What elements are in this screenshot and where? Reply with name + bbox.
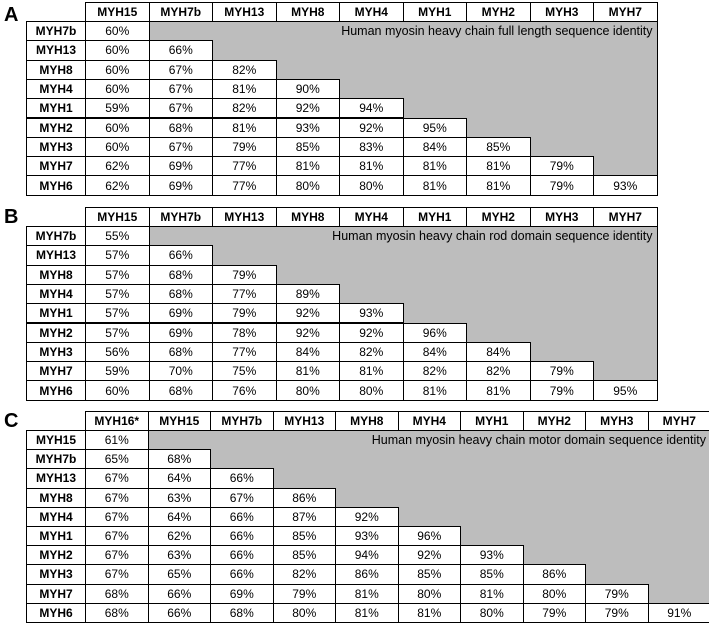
panel-letter: B: [4, 206, 18, 229]
row-header: MYH7: [26, 156, 86, 176]
column-header: MYH7: [593, 207, 658, 227]
identity-cell: 80%: [339, 175, 404, 195]
identity-cell: 81%: [403, 175, 468, 195]
row-header: MYH3: [26, 342, 86, 362]
identity-cell: 86%: [273, 488, 337, 508]
identity-cell: 60%: [85, 40, 150, 60]
identity-cell: 92%: [276, 303, 341, 323]
column-header: MYH13: [212, 207, 277, 227]
row-header: MYH2: [26, 323, 86, 343]
identity-cell: 93%: [276, 118, 341, 138]
identity-cell: 92%: [276, 323, 341, 343]
row-header: MYH8: [26, 60, 86, 80]
identity-cell: 93%: [460, 545, 524, 565]
identity-cell: 86%: [335, 564, 399, 584]
row-header: MYH2: [26, 545, 86, 565]
identity-cell: 85%: [276, 137, 341, 157]
panel-caption: Human myosin heavy chain full length sequence identity: [341, 24, 652, 38]
identity-cell: 60%: [85, 118, 150, 138]
identity-cell: 68%: [149, 284, 214, 304]
identity-cell: 96%: [403, 323, 468, 343]
panel-letter: A: [4, 4, 18, 27]
identity-cell: 69%: [210, 584, 274, 604]
row-header: MYH8: [26, 488, 86, 508]
row-header: MYH7b: [26, 449, 86, 469]
identity-cell: 81%: [403, 156, 468, 176]
column-header: MYH4: [339, 207, 404, 227]
identity-cell: 84%: [466, 342, 531, 362]
row-header: MYH4: [26, 79, 86, 99]
identity-cell: 95%: [403, 118, 468, 138]
identity-cell: 81%: [466, 156, 531, 176]
column-header: MYH7: [648, 411, 709, 431]
identity-cell: 67%: [149, 79, 214, 99]
column-header: MYH8: [276, 2, 341, 22]
row-header: MYH3: [26, 564, 86, 584]
row-header: MYH2: [26, 118, 86, 138]
column-header: MYH3: [530, 207, 595, 227]
identity-cell: 66%: [148, 603, 212, 623]
row-header: MYH6: [26, 380, 86, 400]
identity-cell: 67%: [85, 468, 149, 488]
identity-cell: 81%: [339, 156, 404, 176]
identity-cell: 79%: [530, 380, 595, 400]
identity-cell: 81%: [212, 118, 277, 138]
column-header: MYH4: [339, 2, 404, 22]
column-header: MYH8: [276, 207, 341, 227]
identity-cell: 66%: [148, 584, 212, 604]
identity-cell: 84%: [403, 342, 468, 362]
identity-cell: 68%: [85, 584, 149, 604]
row-header: MYH13: [26, 40, 86, 60]
identity-cell: 67%: [85, 545, 149, 565]
row-header: MYH3: [26, 137, 86, 157]
identity-cell: 79%: [523, 603, 587, 623]
column-header: MYH2: [466, 2, 531, 22]
identity-cell: 68%: [149, 118, 214, 138]
identity-cell: 77%: [212, 342, 277, 362]
identity-cell: 66%: [210, 526, 274, 546]
identity-cell: 57%: [85, 265, 150, 285]
identity-cell: 65%: [85, 449, 149, 469]
identity-cell: 69%: [149, 323, 214, 343]
identity-cell: 81%: [460, 584, 524, 604]
identity-cell: 92%: [339, 323, 404, 343]
identity-cell: 94%: [339, 98, 404, 118]
column-header: MYH15: [85, 2, 150, 22]
identity-cell: 67%: [149, 137, 214, 157]
identity-cell: 81%: [335, 603, 399, 623]
identity-cell: 85%: [273, 526, 337, 546]
identity-cell: 64%: [148, 468, 212, 488]
column-header: MYH3: [585, 411, 649, 431]
identity-cell: 82%: [403, 361, 468, 381]
identity-cell: 61%: [85, 430, 149, 450]
identity-cell: 79%: [212, 265, 277, 285]
identity-cell: 63%: [148, 488, 212, 508]
identity-cell: 66%: [210, 507, 274, 527]
panel-letter: C: [4, 410, 18, 433]
identity-cell: 94%: [335, 545, 399, 565]
identity-cell: 78%: [212, 323, 277, 343]
row-header: MYH7b: [26, 226, 86, 246]
identity-cell: 80%: [339, 380, 404, 400]
identity-cell: 80%: [276, 380, 341, 400]
row-header: MYH6: [26, 603, 86, 623]
identity-cell: 93%: [339, 303, 404, 323]
identity-cell: 81%: [212, 79, 277, 99]
identity-cell: 86%: [523, 564, 587, 584]
identity-cell: 85%: [460, 564, 524, 584]
identity-cell: 60%: [85, 21, 150, 41]
identity-cell: 81%: [466, 380, 531, 400]
identity-cell: 77%: [212, 156, 277, 176]
identity-cell: 67%: [85, 564, 149, 584]
identity-cell: 89%: [276, 284, 341, 304]
row-header: MYH1: [26, 303, 86, 323]
identity-cell: 81%: [276, 361, 341, 381]
column-header: MYH15: [85, 207, 150, 227]
identity-cell: 68%: [85, 603, 149, 623]
column-header: MYH8: [335, 411, 399, 431]
identity-cell: 68%: [149, 342, 214, 362]
identity-cell: 76%: [212, 380, 277, 400]
identity-cell: 60%: [85, 380, 150, 400]
row-header: MYH1: [26, 526, 86, 546]
identity-cell: 68%: [210, 603, 274, 623]
identity-cell: 68%: [148, 449, 212, 469]
identity-cell: 82%: [273, 564, 337, 584]
identity-cell: 68%: [149, 380, 214, 400]
identity-cell: 80%: [523, 584, 587, 604]
row-header: MYH7: [26, 361, 86, 381]
identity-cell: 69%: [149, 156, 214, 176]
identity-cell: 57%: [85, 303, 150, 323]
identity-cell: 92%: [276, 98, 341, 118]
identity-cell: 82%: [212, 98, 277, 118]
identity-cell: 57%: [85, 323, 150, 343]
identity-cell: 81%: [339, 361, 404, 381]
column-header: MYH4: [398, 411, 462, 431]
identity-cell: 85%: [466, 137, 531, 157]
identity-cell: 66%: [149, 40, 214, 60]
column-header: MYH7: [593, 2, 658, 22]
identity-cell: 92%: [398, 545, 462, 565]
identity-cell: 56%: [85, 342, 150, 362]
identity-cell: 55%: [85, 226, 150, 246]
identity-cell: 57%: [85, 284, 150, 304]
identity-cell: 95%: [593, 380, 658, 400]
identity-cell: 67%: [149, 98, 214, 118]
identity-cell: 79%: [530, 175, 595, 195]
identity-cell: 67%: [85, 526, 149, 546]
row-header: MYH4: [26, 284, 86, 304]
identity-cell: 90%: [276, 79, 341, 99]
identity-cell: 81%: [276, 156, 341, 176]
identity-cell: 79%: [273, 584, 337, 604]
identity-cell: 85%: [273, 545, 337, 565]
identity-cell: 82%: [212, 60, 277, 80]
identity-cell: 65%: [148, 564, 212, 584]
identity-cell: 80%: [398, 584, 462, 604]
identity-cell: 96%: [398, 526, 462, 546]
column-header: MYH7b: [210, 411, 274, 431]
column-header: MYH1: [403, 2, 468, 22]
identity-cell: 80%: [273, 603, 337, 623]
identity-cell: 63%: [148, 545, 212, 565]
row-header: MYH13: [26, 468, 86, 488]
identity-cell: 87%: [273, 507, 337, 527]
row-header: MYH8: [26, 265, 86, 285]
identity-cell: 81%: [403, 380, 468, 400]
column-header: MYH2: [523, 411, 587, 431]
identity-cell: 91%: [648, 603, 709, 623]
identity-cell: 66%: [149, 245, 214, 265]
identity-cell: 79%: [585, 584, 649, 604]
identity-cell: 64%: [148, 507, 212, 527]
identity-cell: 70%: [149, 361, 214, 381]
identity-cell: 79%: [212, 303, 277, 323]
identity-cell: 81%: [466, 175, 531, 195]
identity-cell: 66%: [210, 564, 274, 584]
identity-cell: 77%: [212, 175, 277, 195]
identity-cell: 69%: [149, 175, 214, 195]
row-header: MYH4: [26, 507, 86, 527]
identity-cell: 59%: [85, 361, 150, 381]
identity-cell: 69%: [149, 303, 214, 323]
identity-cell: 62%: [148, 526, 212, 546]
identity-cell: 93%: [593, 175, 658, 195]
identity-cell: 92%: [335, 507, 399, 527]
identity-cell: 67%: [85, 507, 149, 527]
column-header: MYH7b: [149, 207, 214, 227]
identity-cell: 79%: [585, 603, 649, 623]
column-header: MYH13: [273, 411, 337, 431]
identity-cell: 62%: [85, 156, 150, 176]
row-header: MYH6: [26, 175, 86, 195]
column-header: MYH15: [148, 411, 212, 431]
row-header: MYH13: [26, 245, 86, 265]
identity-cell: 79%: [212, 137, 277, 157]
column-header: MYH7b: [149, 2, 214, 22]
row-header: MYH15: [26, 430, 86, 450]
column-header: MYH16*: [85, 411, 149, 431]
column-header: MYH2: [466, 207, 531, 227]
column-header: MYH1: [403, 207, 468, 227]
column-header: MYH1: [460, 411, 524, 431]
identity-cell: 83%: [339, 137, 404, 157]
identity-cell: 92%: [339, 118, 404, 138]
identity-cell: 81%: [335, 584, 399, 604]
identity-cell: 67%: [210, 488, 274, 508]
identity-cell: 59%: [85, 98, 150, 118]
panel-caption: Human myosin heavy chain motor domain sequence identity: [372, 433, 706, 447]
column-header: MYH13: [212, 2, 277, 22]
identity-cell: 77%: [212, 284, 277, 304]
identity-cell: 84%: [276, 342, 341, 362]
row-header: MYH7: [26, 584, 86, 604]
identity-cell: 66%: [210, 468, 274, 488]
identity-cell: 75%: [212, 361, 277, 381]
identity-cell: 60%: [85, 79, 150, 99]
identity-cell: 80%: [276, 175, 341, 195]
identity-cell: 67%: [149, 60, 214, 80]
identity-cell: 79%: [530, 361, 595, 381]
identity-cell: 57%: [85, 245, 150, 265]
identity-cell: 66%: [210, 545, 274, 565]
row-header: MYH7b: [26, 21, 86, 41]
identity-cell: 62%: [85, 175, 150, 195]
identity-cell: 93%: [335, 526, 399, 546]
row-header: MYH1: [26, 98, 86, 118]
identity-cell: 82%: [339, 342, 404, 362]
identity-cell: 80%: [460, 603, 524, 623]
identity-cell: 79%: [530, 156, 595, 176]
identity-cell: 82%: [466, 361, 531, 381]
identity-cell: 60%: [85, 60, 150, 80]
identity-cell: 84%: [403, 137, 468, 157]
identity-cell: 81%: [398, 603, 462, 623]
identity-cell: 67%: [85, 488, 149, 508]
identity-cell: 68%: [149, 265, 214, 285]
column-header: MYH3: [530, 2, 595, 22]
identity-cell: 60%: [85, 137, 150, 157]
panel-caption: Human myosin heavy chain rod domain sequence identity: [332, 229, 652, 243]
identity-cell: 85%: [398, 564, 462, 584]
